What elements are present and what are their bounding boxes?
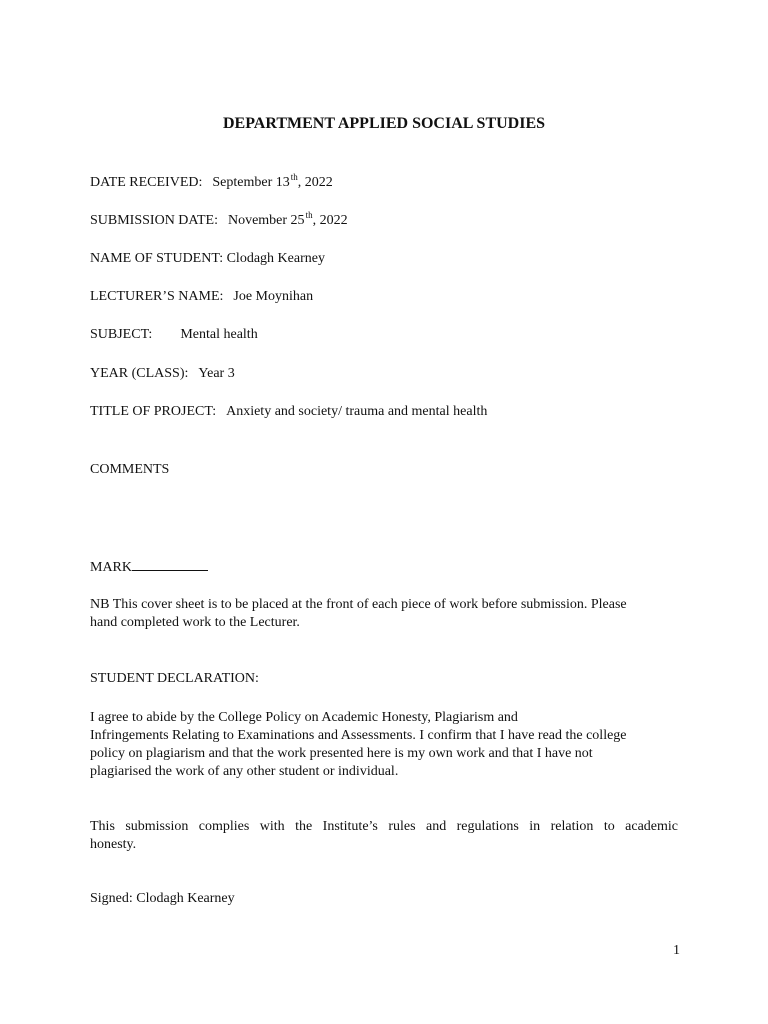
- project-title-label: TITLE OF PROJECT:: [90, 404, 217, 419]
- mark-blank-line: [132, 557, 208, 571]
- submission-date-label: SUBMISSION DATE:: [90, 213, 218, 228]
- project-title-row: [90, 403, 487, 421]
- declaration-line: Infringements Relating to Examinations and Assessments. I confirm that I have read the college: [90, 728, 627, 743]
- date-received-ordinal: th: [290, 172, 298, 182]
- nb-note-line: NB This cover sheet is to be placed at the front of each piece of work before submission. Please: [90, 597, 627, 612]
- signed-label: Signed:: [90, 891, 133, 906]
- date-received-day: September 13: [212, 175, 290, 190]
- submission-date-day: November 25: [227, 213, 305, 228]
- submission-date-ordinal: th: [305, 210, 313, 220]
- declaration-line: I agree to abide by the College Policy on Academic Honesty, Plagiarism and: [90, 710, 518, 725]
- year-class-label: YEAR (CLASS):: [90, 366, 189, 381]
- signed-row: [90, 890, 235, 908]
- subject-label: SUBJECT:: [90, 327, 153, 342]
- submission-date-row: [90, 212, 348, 230]
- subject-row: [90, 326, 258, 344]
- mark-label: MARK: [90, 560, 133, 575]
- mark-row: [90, 557, 208, 577]
- compliance-line: This submission complies with the Institute’s rules and regulations in relation to academic: [90, 819, 678, 834]
- student-name-value: Clodagh Kearney: [226, 251, 325, 266]
- subject-value: Mental health: [180, 327, 258, 342]
- department-title: DEPARTMENT APPLIED SOCIAL STUDIES: [222, 115, 546, 132]
- nb-note: [90, 596, 678, 632]
- nb-note-line: hand completed work to the Lecturer.: [90, 615, 300, 630]
- lecturer-name-label: LECTURER’S NAME:: [90, 289, 224, 304]
- year-class-value: Year 3: [198, 366, 235, 381]
- lecturer-name-value: Joe Moynihan: [233, 289, 314, 304]
- page-number: 1: [673, 943, 680, 958]
- comments-label: COMMENTS: [90, 462, 170, 477]
- declaration-heading: STUDENT DECLARATION:: [90, 671, 259, 686]
- date-received-value: [212, 172, 333, 190]
- submission-date-year: , 2022: [312, 213, 348, 228]
- year-class-row: [90, 365, 235, 383]
- signed-value: Clodagh Kearney: [136, 891, 235, 906]
- project-title-value: Anxiety and society/ trauma and mental health: [226, 404, 488, 419]
- compliance-statement: [90, 818, 678, 854]
- lecturer-name-row: [90, 288, 313, 306]
- date-received-row: [90, 174, 333, 192]
- declaration-line: plagiarised the work of any other student or individual.: [90, 764, 399, 779]
- student-name-label: NAME OF STUDENT:: [90, 251, 224, 266]
- compliance-line: honesty.: [90, 837, 137, 852]
- student-name-row: [90, 250, 325, 268]
- date-received-year: , 2022: [297, 175, 333, 190]
- date-received-label: DATE RECEIVED:: [90, 175, 203, 190]
- declaration-text: [90, 709, 678, 781]
- declaration-line: policy on plagiarism and that the work presented here is my own work and that I have not: [90, 746, 593, 761]
- submission-date-value: [227, 210, 348, 228]
